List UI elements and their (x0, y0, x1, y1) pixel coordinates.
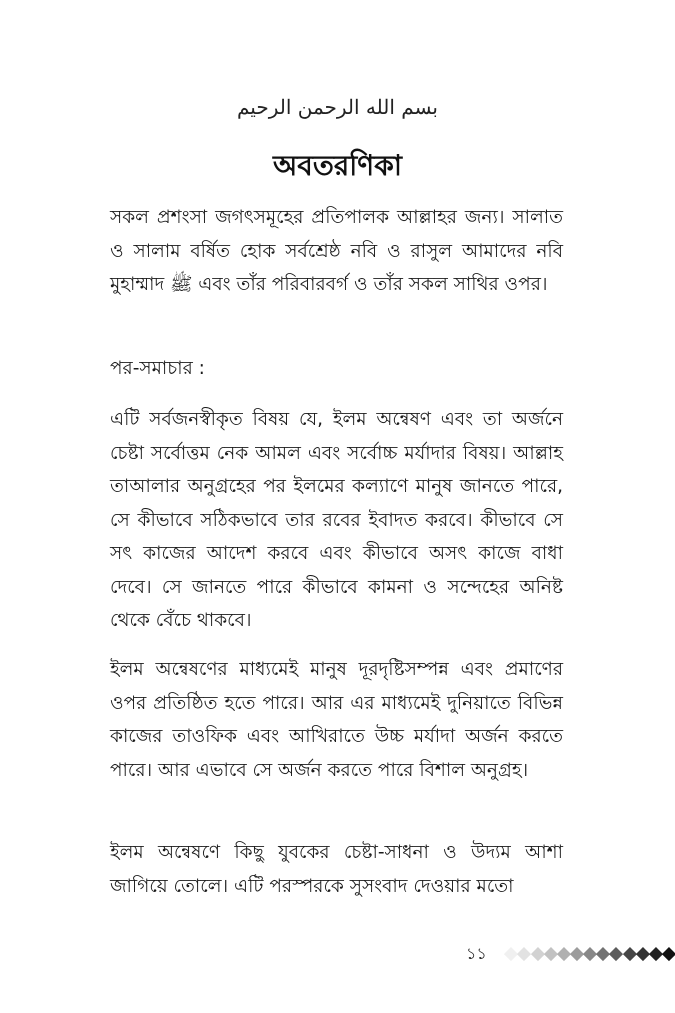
paragraph-praise: সকল প্রশংসা জগৎসমূহের প্রতিপালক আল্লাহর জন্য। সালাত ও সালাম বর্ষিত হোক সর্বশ্রেষ্ঠ নবি ও রাসুল আমাদের নবি মুহাম্মাদ ﷺ এবং তাঁর পরিবারবর্গ ও তাঁর সকল সাথির ওপর। (110, 207, 563, 295)
paragraph-knowledge-benefits: ইলম অন্বেষণের মাধ্যমেই মানুষ দূরদৃষ্টিসম্পন্ন এবং প্রমাণের ওপর প্রতিষ্ঠিত হতে পারে। আর এর মাধ্যমেই দুনিয়াতে বিভিন্ন কাজের তাওফিক এবং আখিরাতে উচ্চ মর্যাদা অর্জন করতে পারে। আর এভাবে সে অর্জন করতে পারে বিশাল অনুগ্রহ। (110, 659, 563, 781)
ornament-diamond (557, 947, 571, 961)
basmala-calligraphy: بسم الله الرحمن الرحيم (236, 95, 438, 119)
ornament-diamond (544, 947, 558, 961)
ornament-diamond (622, 947, 636, 961)
ornament-diamond (636, 947, 650, 961)
ornament-diamond (649, 947, 663, 961)
page-title: অবতরণিকা (273, 149, 402, 182)
paragraph-salutation-heading: পর-সমাচার : (110, 358, 205, 379)
ornament-diamond (530, 947, 544, 961)
ornament-diamond (609, 947, 623, 961)
paragraph-youth-effort: ইলম অন্বেষণে কিছু যুবকের চেষ্টা-সাধনা ও উদ্যম আশা জাগিয়ে তোলে। এটি পরস্পরকে সুসংবাদ দেওয়ার মতো (110, 842, 563, 897)
page-number: ১১ (466, 944, 487, 963)
paragraph-knowledge-virtue: এটি সর্বজনস্বীকৃত বিষয় যে, ইলম অন্বেষণ এবং তা অর্জনে চেষ্টা সর্বোত্তম নেক আমল এবং সর্বোচ্চ মর্যাদার বিষয়। আল্লাহ তাআলার অনুগ্রহের পর ইলমের কল্যাণে মানুষ জানতে পারে, সে কীভাবে সঠিকভাবে তার রবের ইবাদত করবে। কীভাবে সে সৎ কাজের আদেশ করবে এবং কীভাবে অসৎ কাজে বাধা দেবে। সে জানতে পারে কীভাবে কামনা ও সন্দেহের অনিষ্ট থেকে বেঁচে থাকবে। (110, 409, 563, 631)
ornament-diamond (570, 947, 584, 961)
footer-ornament (505, 944, 675, 964)
ornament-diamond (662, 947, 675, 961)
ornament-diamond (517, 947, 531, 961)
